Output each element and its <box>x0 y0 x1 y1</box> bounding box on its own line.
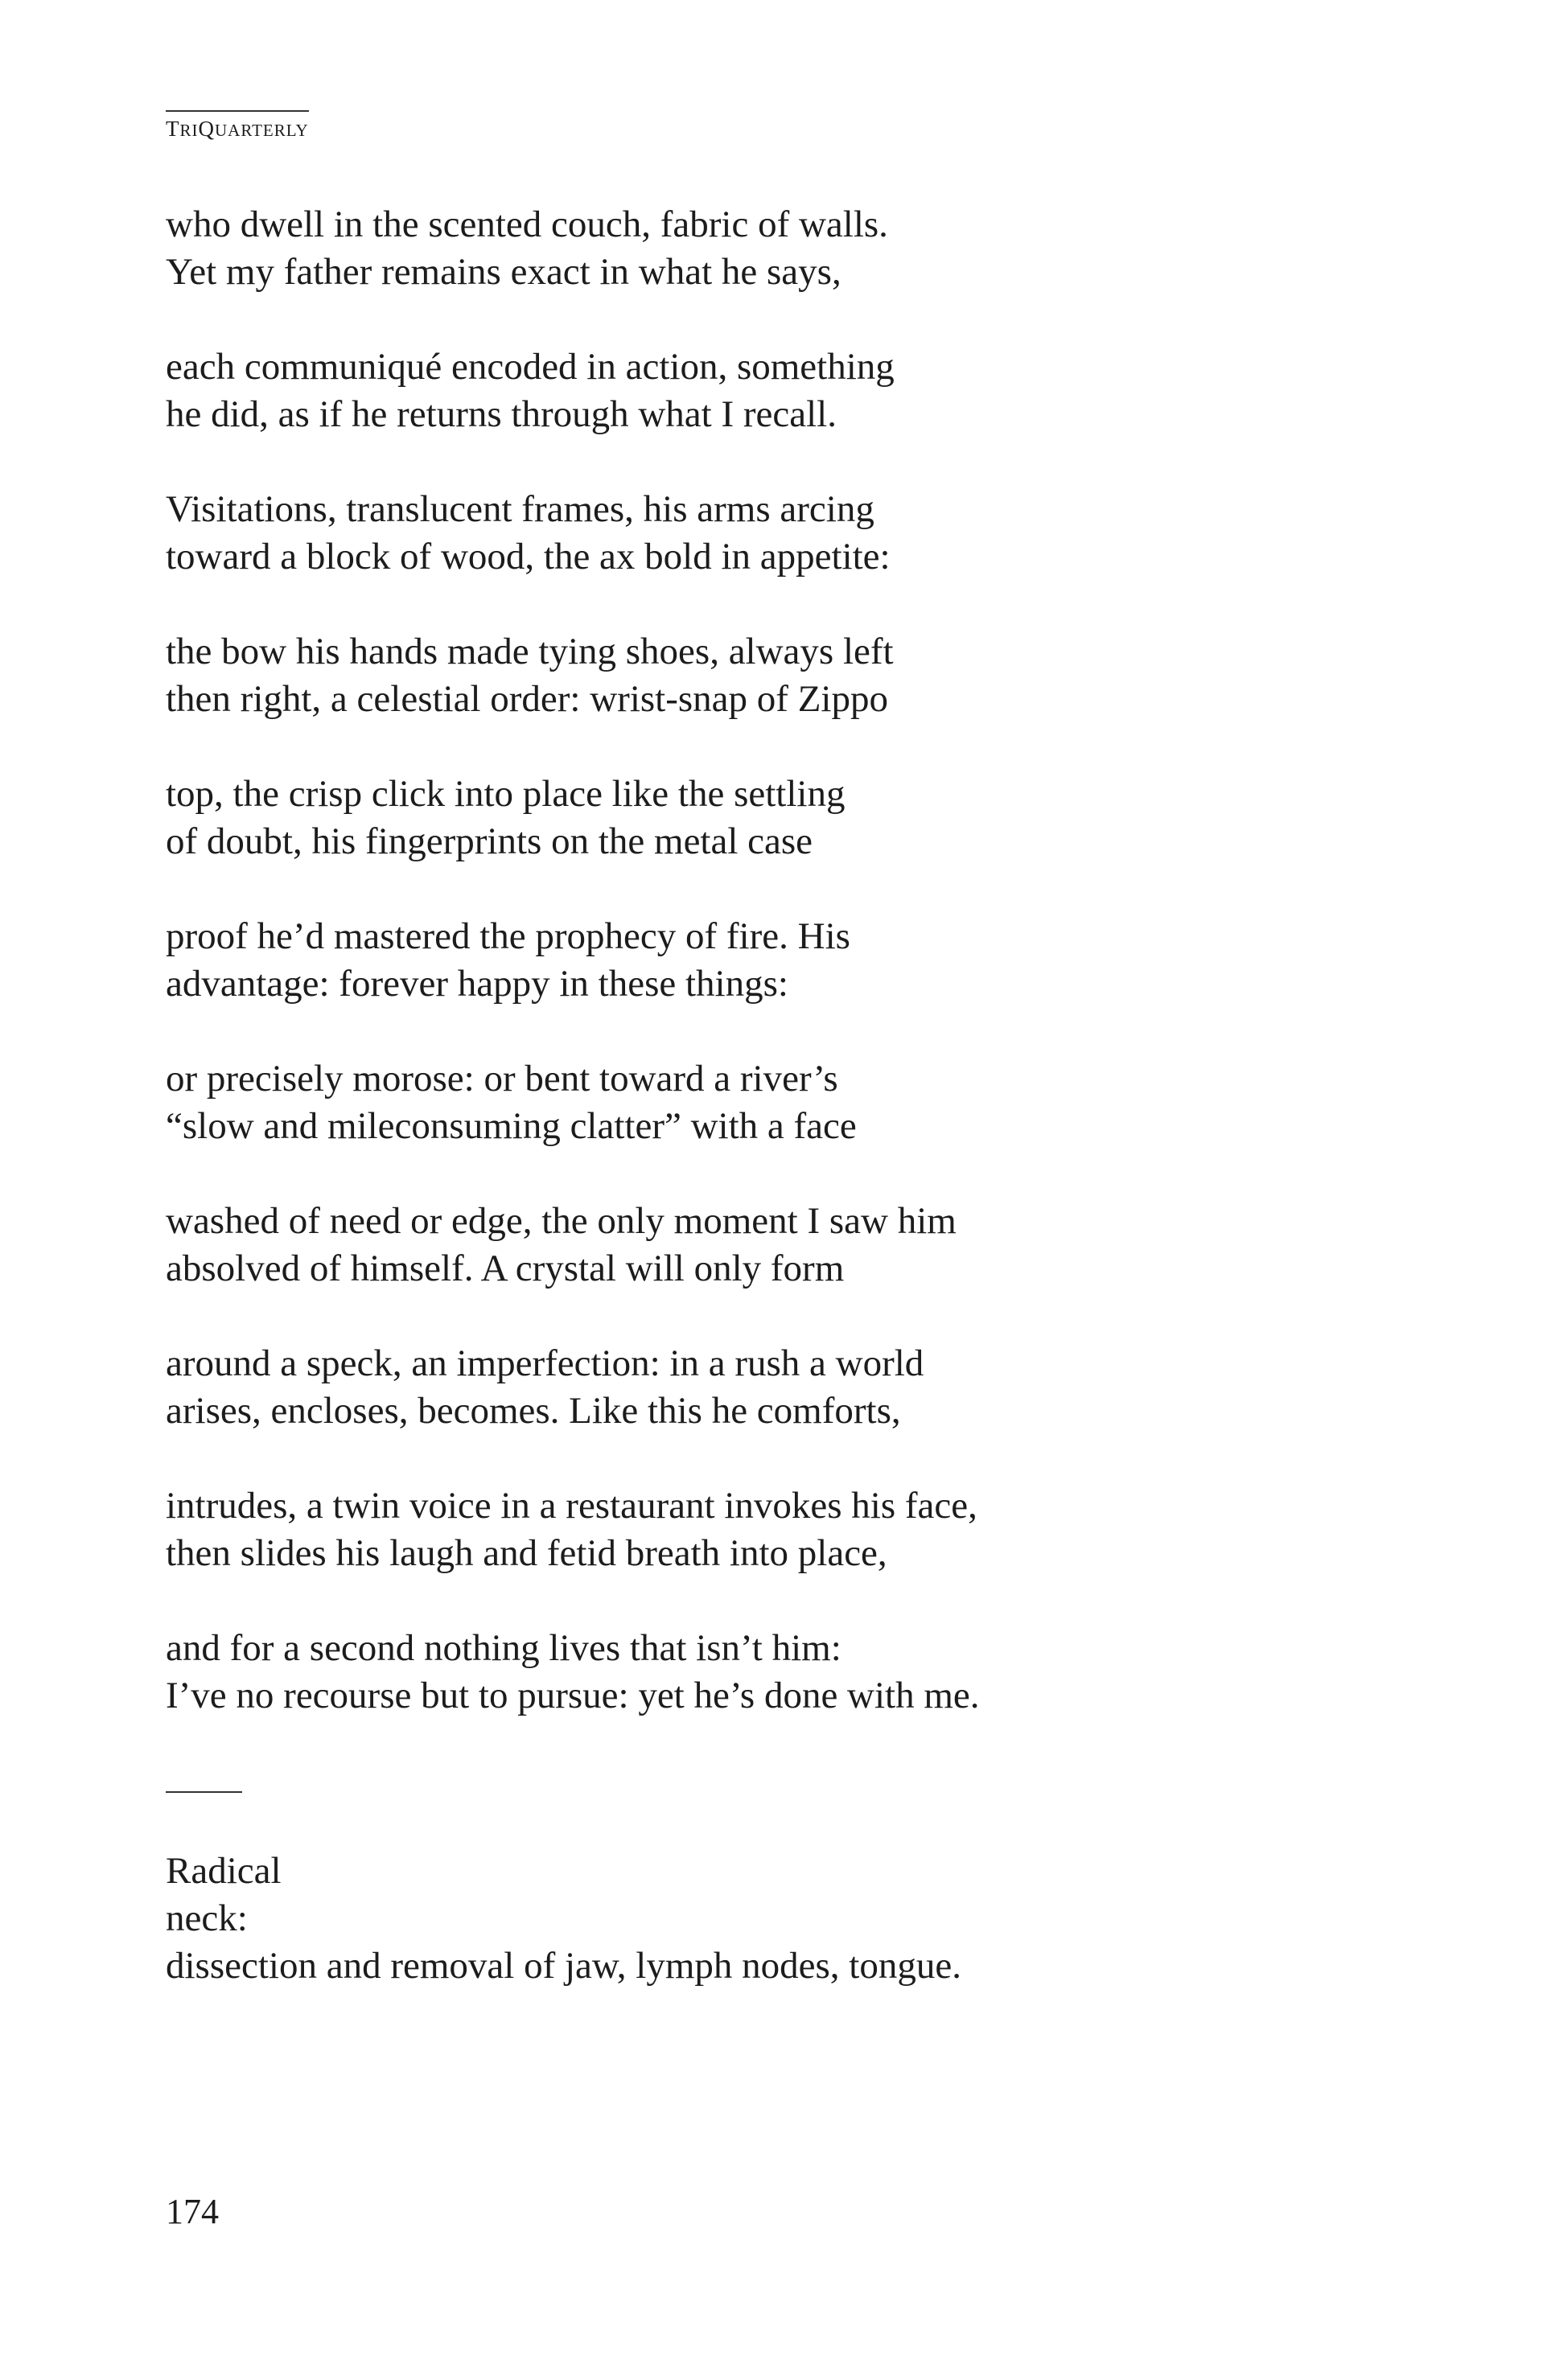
poem-line: arises, encloses, becomes. Like this he comforts, <box>166 1390 901 1432</box>
poem-line: and for a second nothing lives that isn’t him: <box>166 1627 841 1669</box>
header-rest-ri: RI <box>179 121 199 140</box>
poem-line: I’ve no recourse but to pursue: yet he’s done with me. <box>166 1675 980 1716</box>
poem-line: advantage: forever happy in these things: <box>166 963 788 1005</box>
poem-line: the bow his hands made tying shoes, always left <box>166 631 894 672</box>
poem-line: top, the crisp click into place like the settling <box>166 773 846 815</box>
stanza <box>166 771 1421 865</box>
poem-line: then slides his laugh and fetid breath into place, <box>166 1532 887 1574</box>
poem-line: he did, as if he returns through what I recall. <box>166 393 837 435</box>
footnote <box>166 1848 961 1990</box>
poem-line: proof he’d mastered the prophecy of fire. His <box>166 915 850 957</box>
poem-line: each communiqué encoded in action, something <box>166 346 895 388</box>
poem-line: washed of need or edge, the only moment I saw him <box>166 1200 957 1242</box>
stanza <box>166 913 1421 1008</box>
stanza <box>166 1198 1421 1293</box>
poem-line: toward a block of wood, the ax bold in appetite: <box>166 536 891 578</box>
stanza <box>166 201 1421 296</box>
header-initial-t: T <box>166 117 180 141</box>
poem-line: or precisely morose: or bent toward a river’s <box>166 1058 838 1100</box>
poem-line: then right, a celestial order: wrist-snap of Zippo <box>166 678 888 720</box>
poem-line: around a speck, an imperfection: in a rush a world <box>166 1342 924 1384</box>
header-initial-q: Q <box>198 117 215 141</box>
stanza <box>166 1625 1421 1720</box>
header-rest-uarterly: UARTERLY <box>215 121 309 140</box>
poem-body <box>166 201 1421 1767</box>
poem-line: intrudes, a twin voice in a restaurant invokes his face, <box>166 1485 977 1527</box>
footnote-line: Radical <box>166 1850 282 1892</box>
stanza <box>166 486 1421 581</box>
poem-line: Visitations, translucent frames, his arms arcing <box>166 488 874 530</box>
footnote-line: neck: <box>166 1897 248 1939</box>
stanza <box>166 1340 1421 1435</box>
poem-line: of doubt, his fingerprints on the metal case <box>166 820 813 862</box>
poem-line: who dwell in the scented couch, fabric of walls. <box>166 203 888 245</box>
footnote-line: dissection and removal of jaw, lymph nodes, tongue. <box>166 1945 961 1987</box>
stanza <box>166 1482 1421 1577</box>
page-number: 174 <box>166 2192 219 2231</box>
poem-line: Yet my father remains exact in what he says, <box>166 251 841 293</box>
stanza <box>166 343 1421 438</box>
footnote-divider <box>166 1791 242 1793</box>
stanza <box>166 628 1421 723</box>
poem-line: absolved of himself. A crystal will only form <box>166 1248 845 1289</box>
stanza <box>166 1055 1421 1150</box>
running-header <box>166 110 309 140</box>
poem-line: “slow and mileconsuming clatter” with a face <box>166 1105 857 1147</box>
